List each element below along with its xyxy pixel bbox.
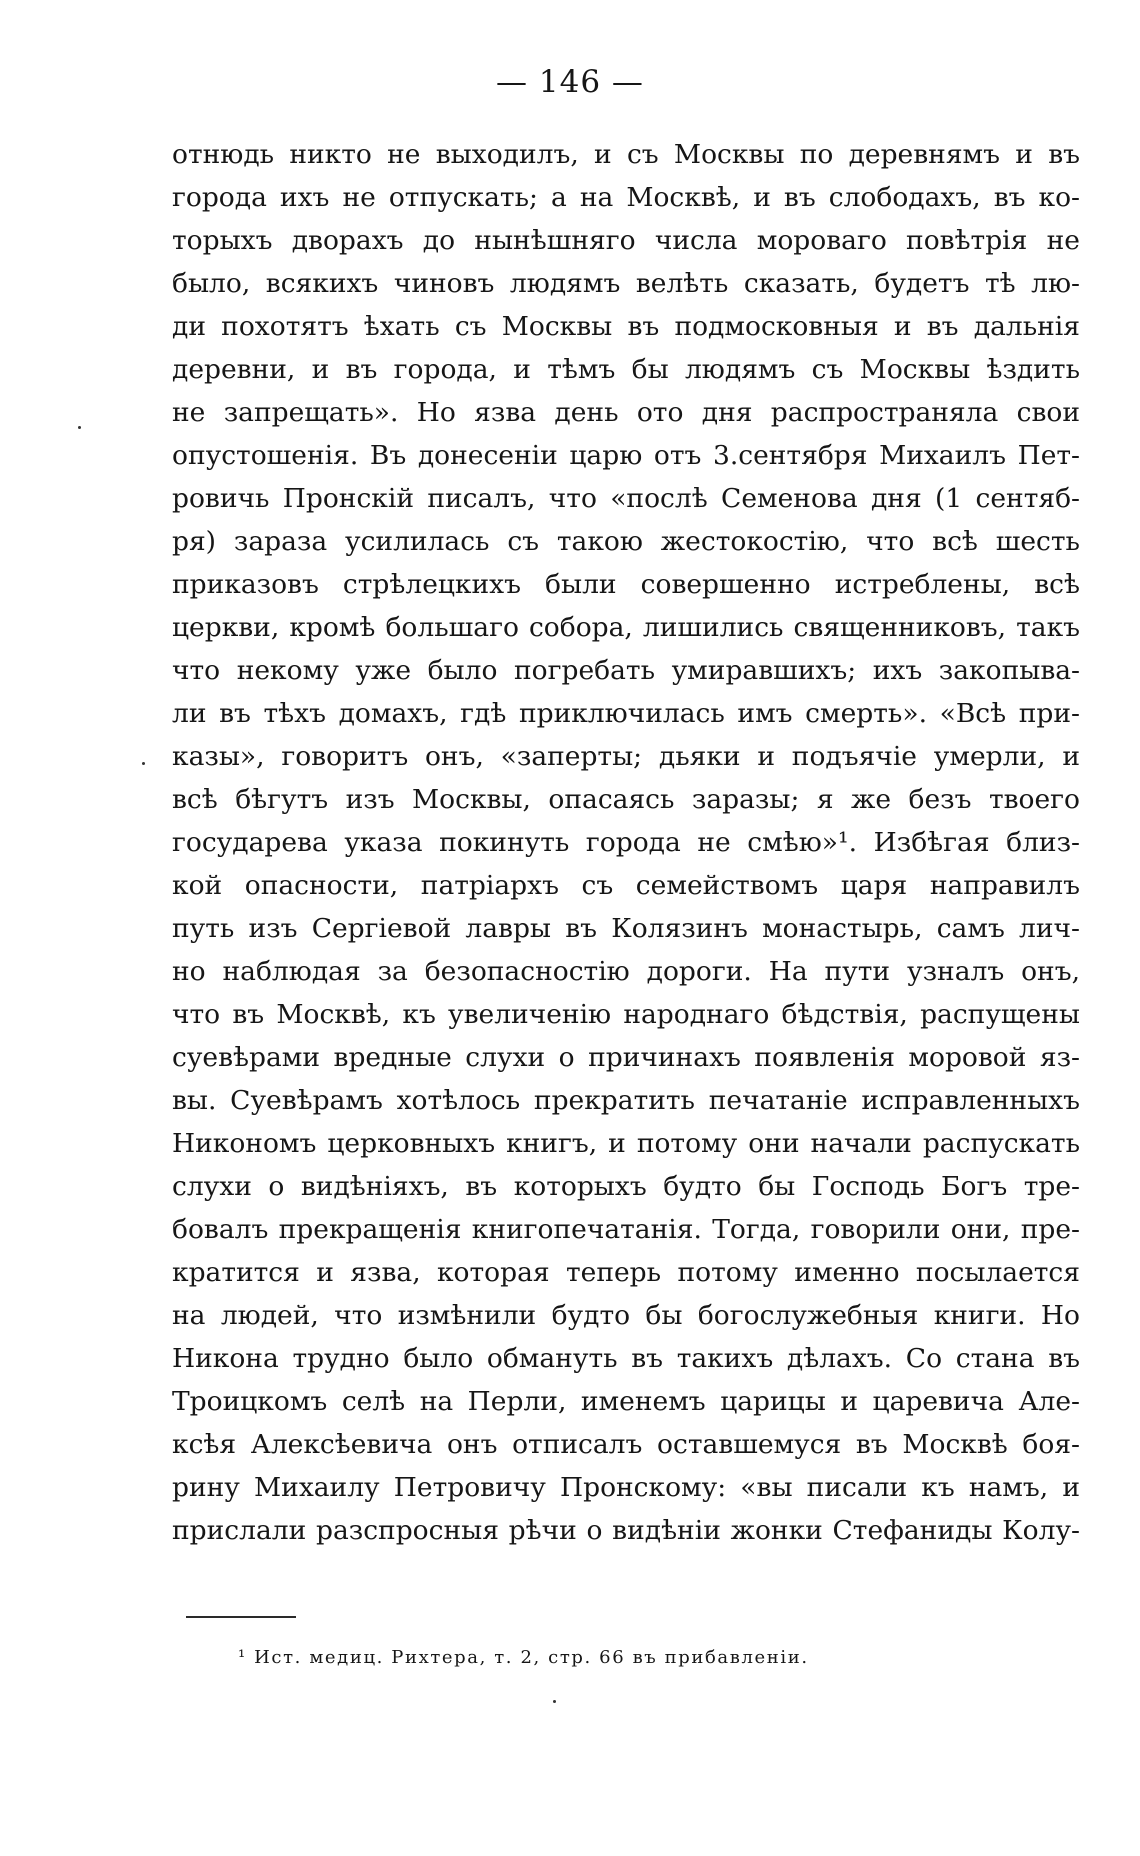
text-line: Троицкомъ селѣ на Перли, именемъ царицы и царевича Але- <box>172 1386 1080 1417</box>
text-line: суевѣрами вредные слухи о причинахъ появленія моровой яз- <box>172 1042 1080 1073</box>
text-line: рину Михаилу Петровичу Пронскому: «вы писали къ намъ, и <box>172 1472 1080 1503</box>
text-line: бовалъ прекращенія книгопечатанія. Тогда, говорили они, пре- <box>172 1214 1080 1245</box>
text-line: ди похотятъ ѣхать съ Москвы въ подмосковныя и въ дальнія <box>172 311 1080 342</box>
text-line: путь изъ Сергіевой лавры въ Колязинъ монастырь, самъ лич- <box>172 913 1080 944</box>
footnote-rule <box>186 1616 296 1618</box>
text-line: что некому уже было погребать умиравшихъ; ихъ закопыва- <box>172 655 1080 686</box>
body-text <box>172 133 1080 1552</box>
text-line: церкви, кромѣ большаго собора, лишились священниковъ, такъ <box>172 612 1080 643</box>
text-line: слухи о видѣніяхъ, въ которыхъ будто бы Господь Богъ тре- <box>172 1171 1080 1202</box>
text-line: отнюдь никто не выходилъ, и съ Москвы по деревнямъ и въ <box>172 139 1080 170</box>
margin-speck <box>78 426 81 429</box>
text-line: но наблюдая за безопасностію дороги. На пути узналъ онъ, <box>172 956 1080 987</box>
text-line: было, всякихъ чиновъ людямъ велѣть сказать, будетъ тѣ лю- <box>172 268 1080 299</box>
text-line: всѣ бѣгутъ изъ Москвы, опасаясь заразы; я же безъ твоего <box>172 784 1080 815</box>
text-line: не запрещать». Но язва день ото дня распространяла свои <box>172 397 1080 428</box>
text-line: Никономъ церковныхъ книгъ, и потому они начали распускать <box>172 1128 1080 1159</box>
margin-speck <box>553 1700 556 1703</box>
text-line: что въ Москвѣ, къ увеличенію народнаго бѣдствія, распущены <box>172 999 1080 1030</box>
text-line: ровичь Пронскій писалъ, что «послѣ Семенова дня (1 сентяб- <box>172 483 1080 514</box>
text-line: кой опасности, патріархъ съ семействомъ царя направилъ <box>172 870 1080 901</box>
text-line: прислали разспросныя рѣчи о видѣніи жонки Стефаниды Колу- <box>172 1515 1080 1546</box>
text-line: деревни, и въ города, и тѣмъ бы людямъ съ Москвы ѣздить <box>172 354 1080 385</box>
text-line: кратится и язва, которая теперь потому именно посылается <box>172 1257 1080 1288</box>
text-line: ря) зараза усилилась съ такою жестокостію, что всѣ шесть <box>172 526 1080 557</box>
text-line: казы», говоритъ онъ, «заперты; дьяки и подъячіе умерли, и <box>172 741 1080 772</box>
text-line: города ихъ не отпускать; а на Москвѣ, и въ слободахъ, въ ко- <box>172 182 1080 213</box>
margin-speck <box>142 762 145 765</box>
text-line: Никона трудно было обмануть въ такихъ дѣлахъ. Со стана въ <box>172 1343 1080 1374</box>
text-line: опустошенія. Въ донесеніи царю отъ 3.сентября Михаилъ Пет- <box>172 440 1080 471</box>
page-number: — 146 — <box>496 64 644 100</box>
text-line: приказовъ стрѣлецкихъ были совершенно истреблены, всѣ <box>172 569 1080 600</box>
text-line: вы. Суевѣрамъ хотѣлось прекратить печатаніе исправленныхъ <box>172 1085 1080 1116</box>
text-line: ксѣя Алексѣевича онъ отписалъ оставшемуся въ Москвѣ боя- <box>172 1429 1080 1460</box>
footnote: ¹ Ист. медиц. Рихтера, т. 2, стр. 66 въ прибавленіи. <box>238 1647 809 1668</box>
text-line: торыхъ дворахъ до нынѣшняго числа мороваго повѣтрія не <box>172 225 1080 256</box>
text-line: ли въ тѣхъ домахъ, гдѣ приключилась имъ смерть». «Всѣ при- <box>172 698 1080 729</box>
text-line: на людей, что измѣнили будто бы богослужебныя книги. Но <box>172 1300 1080 1331</box>
text-line: государева указа покинуть города не смѣю»¹. Избѣгая близ- <box>172 827 1080 858</box>
